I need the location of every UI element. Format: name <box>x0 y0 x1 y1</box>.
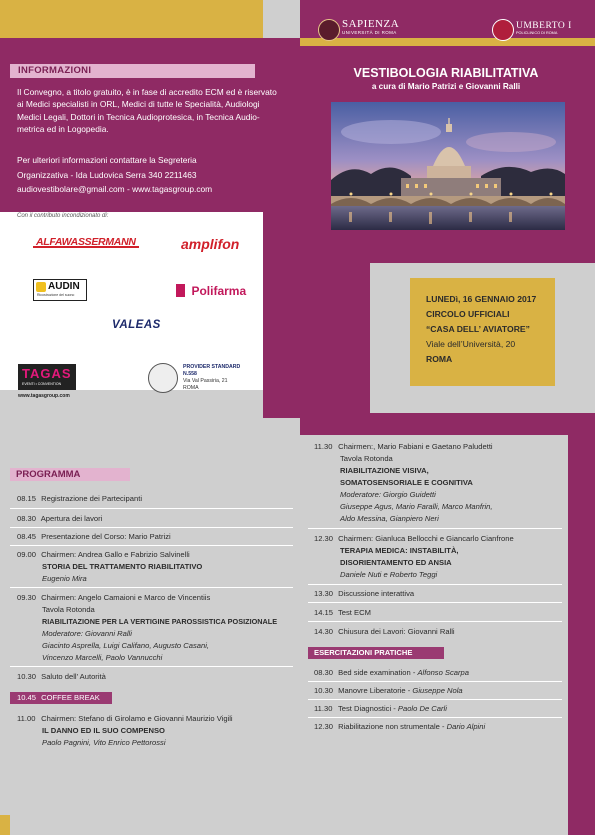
sapienza-logo <box>342 18 399 35</box>
info-paragraph-2 <box>17 153 287 197</box>
exercise-row <box>314 667 469 678</box>
amplifon-logo: amplifon <box>181 236 240 252</box>
tagas-logo-text: TAGAS <box>22 366 72 381</box>
event-address: Viale dell’Università, 20 <box>426 339 516 349</box>
divider <box>10 545 293 546</box>
program-session-title: DISORIENTAMENTO ED ANSIA <box>340 558 452 567</box>
divider <box>10 508 293 509</box>
program-time: 08.30 <box>314 668 334 677</box>
program-speaker: Vincenzo Marcelli, Paolo Vannucchi <box>42 653 163 662</box>
program-text: Discussione interattiva <box>338 589 415 598</box>
program-sub: Tavola Rotonda <box>340 454 393 463</box>
provider-seal-icon <box>148 363 178 393</box>
program-time: 10.30 <box>314 686 334 695</box>
rome-skyline-image <box>331 102 565 230</box>
program-text: COFFEE BREAK <box>41 693 100 702</box>
divider <box>308 621 562 622</box>
program-text: Chairmen: Andrea Gallo e Fabrizio Salvinelli <box>41 550 190 559</box>
program-text: Bed side examination - <box>338 668 418 677</box>
program-time: 08.45 <box>17 532 37 541</box>
sponsor-intro: Con il contributo incondizionato di: <box>17 213 109 219</box>
program-speaker: Giacinto Asprella, Luigi Califano, Augusto Casani, <box>42 641 210 650</box>
program-row <box>17 531 171 542</box>
coffee-break <box>17 692 100 703</box>
program-moderator: Moderatore: Giovanni Ralli <box>42 629 132 638</box>
divider <box>10 587 293 588</box>
program-speaker: Eugenio Mira <box>42 574 87 583</box>
polifarma-logo-text: Polifarma <box>191 283 247 298</box>
sapienza-seal-icon <box>318 19 340 41</box>
program-row <box>17 493 142 504</box>
top-left-gold-bar <box>0 0 263 38</box>
umberto-logo-text: UMBERTO I <box>516 21 572 31</box>
info-header-text: INFORMAZIONI <box>18 65 92 76</box>
event-subtitle: a cura di Mario Patrizi e Giovanni Ralli <box>371 82 521 91</box>
program-time: 12.30 <box>314 722 334 731</box>
event-title: VESTIBOLOGIA RIABILITATIVA <box>353 66 539 80</box>
program-time: 11.30 <box>314 704 333 713</box>
program-text: Saluto dell’ Autorità <box>41 672 106 681</box>
program-time: 11.00 <box>17 714 36 723</box>
program-row <box>314 533 514 544</box>
info-line: Il Convegno, a titolo gratuito, è in fase di accredito ECM ed è riservato <box>17 87 277 97</box>
alfawassermann-logo <box>33 232 139 248</box>
program-time: 14.30 <box>314 627 334 636</box>
program-text: Chairmen: Gianluca Bellocchi e Giancarlo Cianfrone <box>338 534 514 543</box>
program-time: 11.30 <box>314 442 333 451</box>
program-text: Registrazione dei Partecipanti <box>41 494 143 503</box>
program-speaker: Alfonso Scarpa <box>417 668 469 677</box>
info-line: Organizzativa - Ida Ludovica Serra 340 2211463 <box>17 169 197 180</box>
info-paragraph-1 <box>17 86 287 136</box>
divider <box>308 584 562 585</box>
divider <box>308 681 562 682</box>
program-left-gold-strip <box>0 815 10 835</box>
program-time: 14.15 <box>314 608 334 617</box>
divider <box>308 717 562 718</box>
exercise-row <box>314 685 463 696</box>
program-text: Presentazione del Corso: Mario Patrizi <box>41 532 171 541</box>
info-line: ai Medici specialisti in ORL, Medici di tutte le Specialità, Audiologi <box>17 99 260 110</box>
program-speaker: Paolo De Carli <box>397 704 447 713</box>
top-right-gold-strip <box>300 38 595 46</box>
polifarma-mark <box>176 284 185 297</box>
program-time: 08.15 <box>17 494 37 503</box>
divider <box>308 528 562 529</box>
program-text: Apertura dei lavori <box>40 514 103 523</box>
program-row <box>314 607 371 618</box>
program-time: 10.45 <box>17 693 37 702</box>
program-session-title: TERAPIA MEDICA: INSTABILITÀ, <box>340 546 459 555</box>
program-time: 13.30 <box>314 589 334 598</box>
umberto-seal-icon <box>492 19 514 41</box>
program-speaker: Giuseppe Nola <box>412 686 463 695</box>
program-speaker: Dario Alpini <box>446 722 486 731</box>
umberto-logo <box>516 21 572 35</box>
tagas-logo <box>18 364 76 390</box>
provider-line: ROMA <box>183 385 199 391</box>
divider <box>10 666 293 667</box>
programma-header-text: PROGRAMMA <box>16 469 81 480</box>
program-session-title: RIABILITAZIONE VISIVA, <box>340 466 429 475</box>
program-moderator: Moderatore: Giorgio Guidetti <box>340 490 436 499</box>
valeas-logo: VALEAS <box>112 319 161 331</box>
program-row <box>17 513 102 524</box>
program-row <box>314 441 493 452</box>
program-speaker: Giuseppe Agus, Mario Faralli, Marco Manfrin, <box>340 502 493 511</box>
exercise-row <box>314 703 447 714</box>
program-session-title: STORIA DEL TRATTAMENTO RIABILITATIVO <box>42 562 203 571</box>
program-row <box>17 549 190 560</box>
program-row <box>314 588 414 599</box>
provider-line: N.558 <box>183 371 197 377</box>
program-speaker: Aldo Messina, Gianpiero Neri <box>340 514 439 523</box>
audin-logo <box>33 279 87 301</box>
provider-line: Via Val Passiria, 21 <box>183 378 228 384</box>
program-text: Chairmen: Angelo Camaioni e Marco de Vincentiis <box>41 593 211 602</box>
audin-logo-text: AUDIN <box>48 281 80 292</box>
event-date: LUNEDì, 16 GENNAIO 2017 <box>426 294 537 304</box>
program-session-title: RIABILITAZIONE PER LA VERTIGINE PAROSSISTICA POSIZIONALE <box>42 617 278 626</box>
sapienza-logo-text: SAPIENZA <box>342 18 400 30</box>
audin-mark <box>36 282 46 292</box>
program-session-title: IL DANNO ED IL SUO COMPENSO <box>42 726 165 735</box>
event-venue-2: “CASA DELL’ AVIATORE” <box>426 324 530 334</box>
provider-text <box>183 364 240 392</box>
event-venue-1: CIRCOLO UFFICIALI <box>426 309 510 319</box>
program-row <box>17 592 210 603</box>
program-speaker: Daniele Nuti e Roberto Teggi <box>340 570 438 579</box>
tagas-logo-sub: EVENTI • CONVENTION <box>22 382 62 386</box>
info-line: Medici Legali, Dottori in Tecnica Audioprotesica, in Tecnica Audio- <box>17 111 260 122</box>
program-text: Chairmen:, Mario Fabiani e Gaetano Paludetti <box>338 442 493 451</box>
exercise-row <box>314 721 485 732</box>
program-time: 08.30 <box>17 514 37 523</box>
program-text: Chiusura dei Lavori: Giovanni Ralli <box>338 627 455 636</box>
rome-photo <box>331 102 565 230</box>
program-row <box>17 671 106 682</box>
program-text: Test Diagnostici - <box>337 704 398 713</box>
program-text: Manovre Liberatorie - <box>338 686 413 695</box>
info-line: audiovestibolare@gmail.com - www.tagasgroup.com <box>17 184 213 194</box>
info-line: Per ulteriori informazioni contattare la Segreteria <box>17 155 197 165</box>
info-line: metrica ed in Logopedia. <box>17 124 109 135</box>
program-time: 12.30 <box>314 534 334 543</box>
tagas-url: www.tagasgroup.com <box>18 393 70 399</box>
alfawassermann-logo-text: ALFAWASSERMANN <box>36 236 136 248</box>
sapienza-logo-sub: UNIVERSITÀ DI ROMA <box>342 30 397 35</box>
event-details <box>426 292 536 367</box>
program-sub: Tavola Rotonda <box>42 605 95 614</box>
top-grey-strip <box>263 0 300 38</box>
program-text: Chairmen: Stefano di Girolamo e Giovanni Maurizio Vigili <box>41 714 233 723</box>
event-city: ROMA <box>426 354 453 364</box>
program-time: 09.00 <box>17 550 37 559</box>
program-row <box>314 626 455 637</box>
divider <box>308 699 562 700</box>
program-speaker: Paolo Pagnini, Vito Enrico Pettorossi <box>42 738 166 747</box>
divider <box>10 527 293 528</box>
program-session-title: SOMATOSENSORIALE E COGNITIVA <box>340 478 473 487</box>
umberto-logo-sub: POLICLINICO DI ROMA <box>516 31 558 35</box>
provider-line: PROVIDER STANDARD <box>183 364 241 370</box>
program-time: 09.30 <box>17 593 37 602</box>
program-text: Riabilitazione non strumentale - <box>338 722 447 731</box>
program-row <box>17 713 233 724</box>
audin-logo-sub: Ricostruzione del suono <box>37 293 75 297</box>
polifarma-logo <box>176 282 246 300</box>
divider <box>308 602 562 603</box>
esercitazioni-header-text: ESERCITAZIONI PRATICHE <box>314 648 413 657</box>
program-text: Test ECM <box>337 608 371 617</box>
program-time: 10.30 <box>17 672 37 681</box>
